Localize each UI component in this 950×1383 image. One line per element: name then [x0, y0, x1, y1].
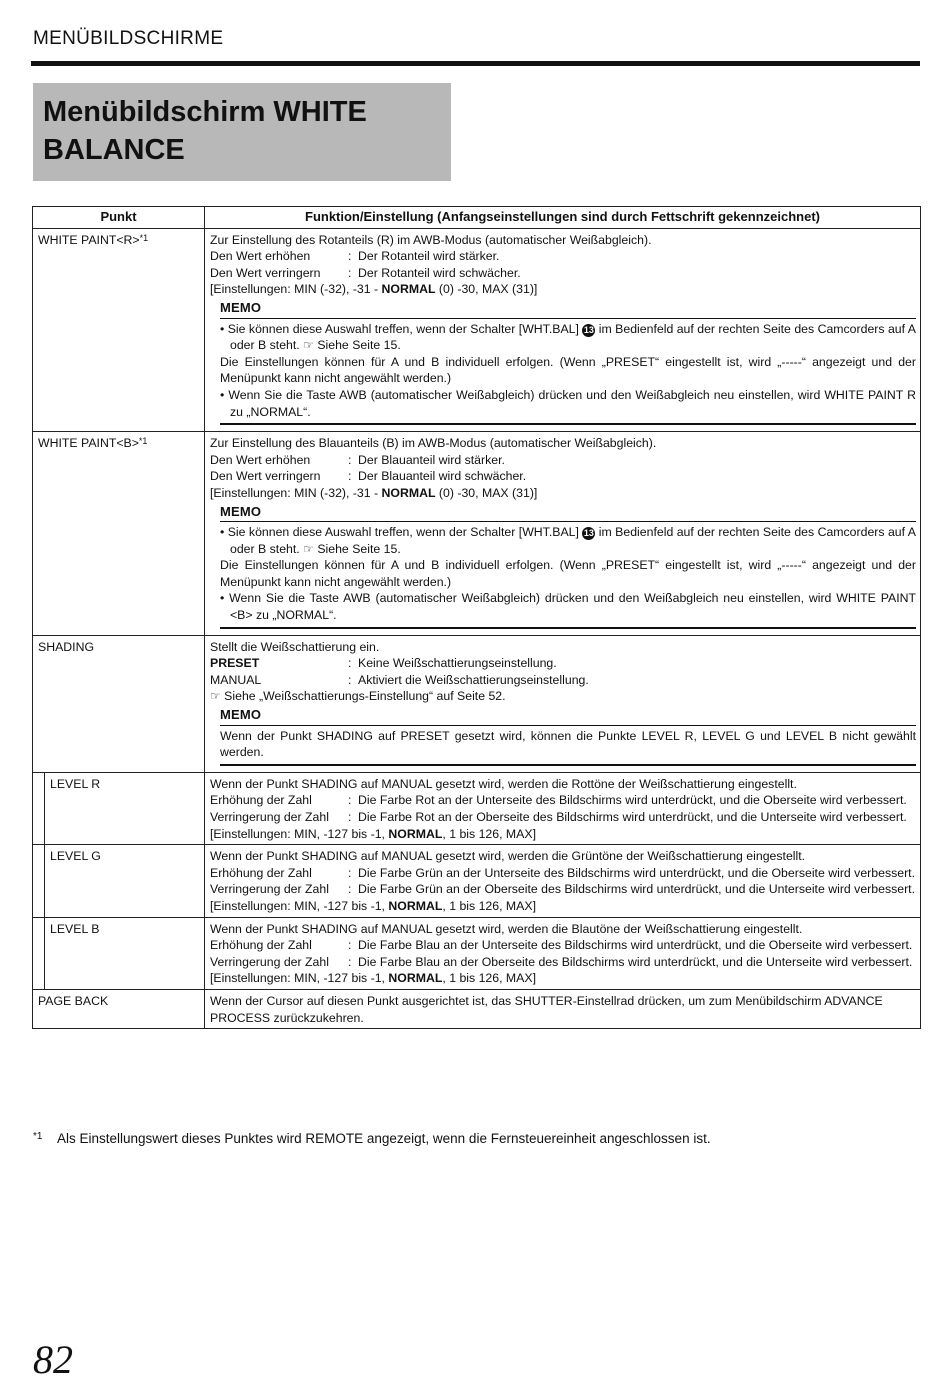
kv-key: Den Wert erhöhen [210, 249, 311, 264]
kv-row: Erhöhung der Zahl : Die Farbe Blau an der Unterseite des Bildschirms wird unterdrückt, und die Oberseite wird verbessert. [210, 937, 916, 954]
kv-row: Den Wert verringern : Der Blauanteil wird schwächer. [210, 468, 916, 485]
table-header-row [33, 207, 921, 229]
col-header-funktion: Funktion/Einstellung (Anfangseinstellungen sind durch Fettschrift gekennzeichnet) [205, 207, 921, 229]
item-name: SHADING [33, 635, 205, 772]
kv-row: Erhöhung der Zahl : Die Farbe Rot an der Unterseite des Bildschirms wird unterdrückt, und die Oberseite wird verbessert. [210, 792, 916, 809]
kv-value: Aktiviert die Weißschattierungseinstellung. [358, 672, 589, 687]
footnote-ref: *1 [139, 232, 149, 243]
settings-text: [Einstellungen: MIN, -127 bis -1, [210, 826, 389, 841]
settings-text: (0) -30, MAX (31)] [435, 282, 538, 297]
item-description [205, 432, 921, 636]
title-box [33, 83, 451, 181]
page-reference: Siehe Seite 15. [313, 338, 401, 353]
settings-table [32, 206, 921, 1029]
item-name: LEVEL R [33, 772, 205, 844]
default-value: NORMAL [388, 826, 443, 841]
header-rule [31, 61, 920, 66]
memo-box [220, 300, 916, 425]
settings-text: , 1 bis 126, MAX] [442, 971, 536, 986]
table-row [33, 917, 921, 989]
item-description [205, 772, 921, 844]
kv-key: Erhöhung der Zahl [210, 865, 312, 880]
settings-text: [Einstellungen: MIN (-32), -31 - [210, 282, 382, 297]
title-line-2: BALANCE [43, 134, 185, 166]
kv-row: Erhöhung der Zahl : Die Farbe Grün an der Unterseite des Bildschirms wird unterdrückt, und die Oberseite wird verbessert. [210, 865, 916, 880]
pointing-hand-icon: ☞ [210, 689, 221, 704]
memo-body [220, 524, 916, 629]
default-value: NORMAL [388, 898, 443, 913]
footnote-ref: *1 [138, 436, 148, 447]
table-row [33, 989, 921, 1028]
desc-line: Zur Einstellung des Blauanteils (B) im AWB-Modus (automatischer Weißabgleich). [210, 436, 657, 451]
memo-bullet [220, 321, 916, 354]
control-number-icon: 13 [583, 324, 594, 335]
memo-body [220, 321, 916, 426]
page-reference [210, 688, 916, 705]
memo-title: MEMO [220, 707, 916, 726]
memo-bullet: • Wenn Sie die Taste AWB (automatischer Weißabgleich) drücken und den Weißabgleich neu einstellen, wird WHITE PAINT R zu „NORMAL“. [220, 387, 916, 419]
memo-bullet [220, 524, 916, 557]
desc-line: Wenn der Punkt SHADING auf MANUAL gesetzt wird, werden die Rottöne der Weißschattierung eingestellt. [210, 776, 797, 791]
memo-title: MEMO [220, 504, 916, 523]
kv-key: Erhöhung der Zahl [210, 793, 312, 808]
table-row [33, 772, 921, 844]
settings-text: [Einstellungen: MIN, -127 bis -1, [210, 898, 389, 913]
desc-line: Wenn der Punkt SHADING auf MANUAL gesetzt wird, werden die Blautöne der Weißschattierung eingestellt. [210, 921, 803, 936]
table-row [33, 845, 921, 917]
item-label: WHITE PAINT<R> [38, 232, 140, 247]
memo-body: Wenn der Punkt SHADING auf PRESET gesetzt wird, können die Punkte LEVEL R, LEVEL G und LEVEL B nicht gewählt werden. [220, 728, 916, 766]
kv-value: Der Rotanteil wird schwächer. [358, 265, 521, 280]
kv-key: Den Wert verringern [210, 469, 321, 484]
kv-key: Verringerung der Zahl [210, 810, 329, 824]
item-description [205, 635, 921, 772]
kv-row: PRESET : Keine Weißschattierungseinstellung. [210, 655, 916, 672]
item-name: PAGE BACK [33, 989, 205, 1028]
page-number: 82 [33, 1337, 73, 1382]
memo-text: im Bedienfeld auf der rechten Seite des Camcorders auf A oder B steht. [230, 525, 917, 556]
col-header-punkt: Punkt [33, 207, 205, 229]
item-name [33, 228, 205, 432]
item-description [205, 228, 921, 432]
footnote [33, 1131, 711, 1146]
memo-box [220, 504, 916, 629]
kv-row: Den Wert verringern : Der Rotanteil wird schwächer. [210, 265, 916, 282]
kv-row: Verringerung der Zahl : Die Farbe Blau an der Oberseite des Bildschirms wird unterdrückt, und die Unterseite wird verbessert. [210, 954, 916, 971]
title-line-1: Menübildschirm WHITE [43, 96, 367, 128]
kv-key: MANUAL [210, 672, 262, 687]
kv-row: Verringerung der Zahl : Die Farbe Rot an der Oberseite des Bildschirms wird unterdrückt, und die Unterseite wird verbessert. [210, 809, 916, 826]
page-reference: Siehe Seite 15. [313, 541, 401, 556]
page-title [43, 93, 367, 169]
default-value: NORMAL [381, 485, 436, 500]
pointing-hand-icon: ☞ [303, 338, 314, 353]
table-row [33, 432, 921, 636]
kv-value: Keine Weißschattierungseinstellung. [358, 656, 557, 671]
pointing-hand-icon: ☞ [303, 541, 314, 556]
item-description [205, 845, 921, 917]
kv-value: Die Farbe Blau an der Unterseite des Bildschirms wird unterdrückt, und die Oberseite wird verbessert. [358, 938, 913, 953]
item-description [205, 917, 921, 989]
default-value: NORMAL [388, 971, 443, 986]
item-name [33, 432, 205, 636]
kv-key: PRESET [210, 656, 260, 671]
memo-title: MEMO [220, 300, 916, 319]
kv-row: Verringerung der Zahl : Die Farbe Grün an der Oberseite des Bildschirms wird unterdrückt, und die Unterseite wird verbessert. [210, 882, 916, 897]
item-name: LEVEL B [33, 917, 205, 989]
settings-text: [Einstellungen: MIN, -127 bis -1, [210, 971, 389, 986]
kv-row: Den Wert erhöhen : Der Blauanteil wird stärker. [210, 452, 916, 469]
desc-line: Wenn der Punkt SHADING auf MANUAL gesetzt wird, werden die Grüntöne der Weißschattierung eingestellt. [210, 849, 806, 864]
kv-value: Die Farbe Grün an der Unterseite des Bildschirms wird unterdrückt, und die Oberseite wird verbessert. [358, 865, 916, 880]
settings-line [210, 281, 916, 298]
kv-key: Den Wert erhöhen [210, 452, 311, 467]
kv-value: Die Farbe Grün an der Oberseite des Bildschirms wird unterdrückt, und die Unterseite wird verbessert. [358, 882, 916, 897]
kv-row: Den Wert erhöhen : Der Rotanteil wird stärker. [210, 248, 916, 265]
control-number-icon: 13 [583, 528, 594, 539]
kv-value: Der Rotanteil wird stärker. [358, 249, 500, 264]
kv-value: Die Farbe Blau an der Oberseite des Bildschirms wird unterdrückt, und die Unterseite wird verbessert. [358, 954, 913, 969]
footnote-text: Als Einstellungswert dieses Punktes wird REMOTE angezeigt, wenn die Fernsteuereinheit angeschlossen ist. [57, 1131, 711, 1146]
reference-text: Siehe „Weißschattierungs-Einstellung“ auf Seite 52. [220, 689, 506, 704]
kv-key: Den Wert verringern [210, 265, 321, 280]
desc-line: Zur Einstellung des Rotanteils (R) im AWB-Modus (automatischer Weißabgleich). [210, 232, 652, 247]
memo-box [220, 707, 916, 766]
item-name: LEVEL G [33, 845, 205, 917]
kv-value: Die Farbe Rot an der Unterseite des Bildschirms wird unterdrückt, und die Oberseite wird verbessert. [358, 793, 907, 808]
settings-line [210, 485, 916, 502]
settings-line [210, 826, 916, 843]
settings-line [210, 898, 916, 915]
table-row [33, 635, 921, 772]
item-description: Wenn der Cursor auf diesen Punkt ausgerichtet ist, das SHUTTER-Einstellrad drücken, um zum Menübildschirm ADVANCE PROCESS zurückzukehren. [205, 989, 921, 1028]
kv-value: Der Blauanteil wird stärker. [358, 452, 505, 467]
kv-key: Erhöhung der Zahl [210, 938, 312, 953]
settings-text: [Einstellungen: MIN (-32), -31 - [210, 485, 382, 500]
memo-bullet: • Wenn Sie die Taste AWB (automatischer Weißabgleich) drücken und den Weißabgleich neu einstellen, wird WHITE PAINT <B> zu „NORMAL“. [220, 591, 916, 623]
memo-text: • Sie können diese Auswahl treffen, wenn der Schalter [WHT.BAL] [220, 525, 583, 540]
memo-paragraph: Die Einstellungen können für A und B individuell erfolgen. (Wenn „PRESET“ eingestellt ist, wird „-----“ angezeigt und der Menüpunkt kann nicht angewählt werden.) [220, 354, 916, 386]
settings-line [210, 970, 916, 987]
memo-paragraph: Die Einstellungen können für A und B individuell erfolgen. (Wenn „PRESET“ eingestellt ist, wird „-----“ angezeigt und der Menüpunkt kann nicht angewählt werden.) [220, 558, 916, 589]
kv-key: Verringerung der Zahl [210, 954, 329, 969]
section-header: MENÜBILDSCHIRME [33, 28, 224, 49]
memo-text: • Sie können diese Auswahl treffen, wenn der Schalter [WHT.BAL] [220, 321, 583, 336]
settings-text: , 1 bis 126, MAX] [442, 826, 536, 841]
desc-line: Stellt die Weißschattierung ein. [210, 639, 380, 654]
settings-text: (0) -30, MAX (31)] [435, 485, 538, 500]
kv-key: Verringerung der Zahl [210, 882, 329, 897]
item-label: WHITE PAINT<B> [38, 436, 139, 451]
memo-text: im Bedienfeld auf der rechten Seite des Camcorders auf A oder B steht. [230, 321, 917, 353]
kv-value: Der Blauanteil wird schwächer. [358, 469, 527, 484]
default-value: NORMAL [381, 282, 436, 297]
table-row [33, 228, 921, 432]
kv-row: MANUAL : Aktiviert die Weißschattierungseinstellung. [210, 672, 916, 689]
footnote-mark: *1 [33, 1131, 43, 1142]
settings-text: , 1 bis 126, MAX] [442, 898, 536, 913]
kv-value: Die Farbe Rot an der Oberseite des Bildschirms wird unterdrückt, und die Unterseite wird verbessert. [358, 810, 907, 824]
